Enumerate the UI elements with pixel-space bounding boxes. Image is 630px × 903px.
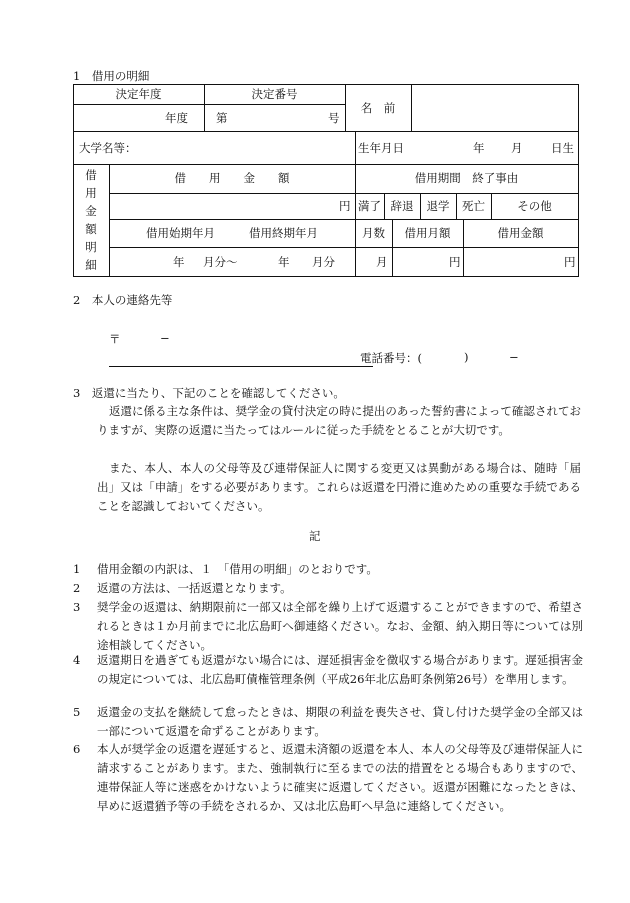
birth-day: 日生 xyxy=(551,141,574,155)
item-number: 6 xyxy=(73,742,81,756)
total-amount-header: 借用金額 xyxy=(497,226,544,240)
university-label: 大学名等： xyxy=(79,141,137,155)
section2-number: 2 xyxy=(73,293,81,307)
item-text: 借用金額の内訳は、１ 「借用の明細」のとおりです。 xyxy=(97,562,378,576)
number-unit: 号 xyxy=(328,111,340,125)
monthly-yen: 円 xyxy=(449,255,461,269)
item-number: 2 xyxy=(73,581,81,595)
section2-title: 本人の連絡先等 xyxy=(91,293,173,307)
number-prefix: 第 xyxy=(216,111,228,125)
side-label: 借用金額明細 xyxy=(85,168,97,272)
decision-year-header: 決定年度 xyxy=(115,87,162,101)
reason-declined: 辞退 xyxy=(390,199,414,213)
birth-month: 月 xyxy=(511,141,523,155)
name-label: 名 前 xyxy=(360,101,396,115)
end-reason-header: 借用期間 終了事由 xyxy=(414,171,519,185)
item-number: 1 xyxy=(73,562,81,576)
period-month1: 月分〜 xyxy=(203,255,238,269)
total-yen: 円 xyxy=(564,255,576,269)
section3-number: 3 xyxy=(73,386,81,400)
decision-number-header: 決定番号 xyxy=(251,87,298,101)
item-text: 返還期日を過ぎても返還がない場合には、遅延損害金を徴収する場合があります。遅延損害金の規定については、北広島町債権管理条例（平成26年北広島町条例第26号）を準用します。 xyxy=(97,653,583,686)
phone-dash: − xyxy=(509,350,519,364)
period-year2: 年 xyxy=(278,255,290,269)
section3-title: 返還に当たり、下記のことを確認してください。 xyxy=(91,386,345,400)
ki-heading: 記 xyxy=(309,529,321,543)
reason-expired: 満了 xyxy=(358,199,381,213)
section1-number: 1 xyxy=(73,69,81,83)
birthdate-label: 生年月日 xyxy=(358,141,404,155)
item-text: 返還の方法は、一括返還となります。 xyxy=(97,581,292,595)
months-header: 月数 xyxy=(362,226,385,240)
section3-heading xyxy=(73,385,345,401)
period-year1: 年 xyxy=(173,255,185,269)
birth-year: 年 xyxy=(473,141,485,155)
loan-amount-yen: 円 xyxy=(339,199,351,213)
phone-label: 電話番号：( xyxy=(360,351,422,365)
year-unit: 年度 xyxy=(165,111,188,125)
loan-detail-table xyxy=(73,84,578,276)
reason-deceased: 死亡 xyxy=(462,199,485,213)
loan-amount-header: 借 用 金 額 xyxy=(174,171,290,185)
start-period-header: 借用始期年月 xyxy=(146,226,215,240)
section1-heading xyxy=(73,68,149,84)
months-unit: 月 xyxy=(376,255,388,269)
phone-close: ) xyxy=(464,350,469,364)
reason-other: その他 xyxy=(517,199,552,213)
item-text: 返還金の支払を継続して怠ったときは、期限の利益を喪失させ、貸し付けた奨学金の全部又は一部について返還を命ずることがあります。 xyxy=(97,705,583,738)
end-period-header: 借用終期年月 xyxy=(249,226,318,240)
item-number: 5 xyxy=(73,705,81,719)
period-month2: 月分 xyxy=(312,255,335,269)
section2-heading xyxy=(73,292,172,308)
item-number: 4 xyxy=(73,653,81,667)
section1-title: 借用の明細 xyxy=(91,69,150,83)
reason-withdrawn: 退学 xyxy=(426,199,450,213)
monthly-amount-header: 借用月額 xyxy=(404,226,451,240)
postal-mark: 〒 xyxy=(109,332,121,346)
item-number: 3 xyxy=(73,600,81,614)
postal-dash: − xyxy=(160,331,170,345)
section3-paragraph-2: また、本人、本人の父母等及び連帯保証人に関する変更又は異動がある場合は、随時「届出」又は「申請」をする必要があります。これらは返還を円滑に進めための重要な手続であることを認識しておいてください。 xyxy=(97,461,581,513)
section3-paragraph-1: 返還に係る主な条件は、奨学金の貸付決定の時に提出のあった誓約書によって確認されておりますが、実際の返還に当たってはルールに従った手続をとることが大切です。 xyxy=(97,404,581,437)
item-text: 本人が奨学金の返還を遅延すると、返還未済額の返還を本人、本人の父母等及び連帯保証人に請求することがあります。また、強制執行に至るまでの法的措置をとる場合もありますので、連帯保証人等に迷惑をかけないように確実に返還してください。返還が困難になったときは、早めに返還猶予等の手続をされるか、又は北広島町へ早急に連絡してください。 xyxy=(97,742,583,813)
address-underline xyxy=(109,366,373,367)
item-text: 奨学金の返還は、納期限前に一部又は全部を繰り上げて返還することができますので、希望されるときは１か月前までに北広島町へ御連絡ください。なお、金額、納入期日等については別途相談してください。 xyxy=(97,600,583,652)
